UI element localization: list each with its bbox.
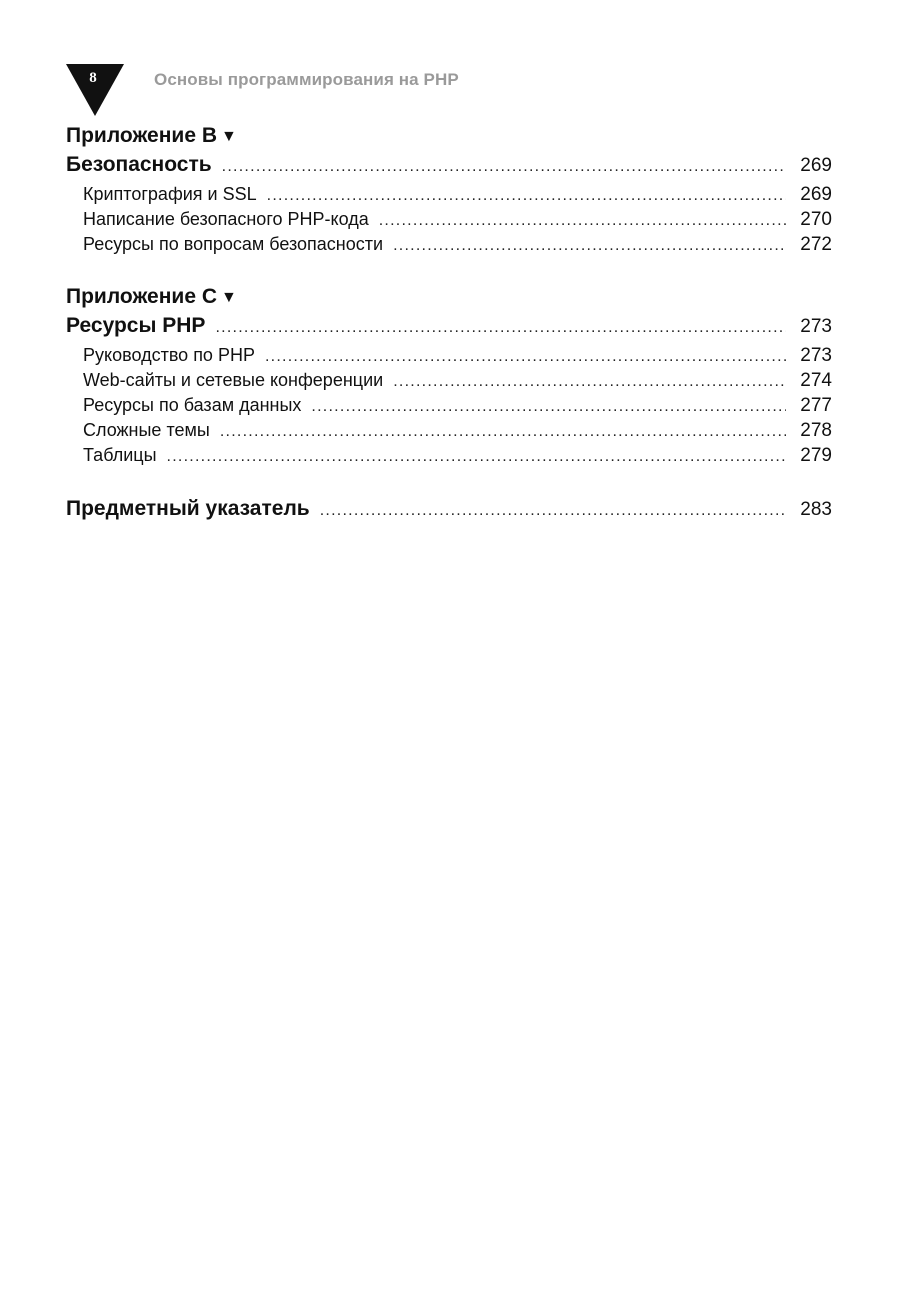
toc-page-number: 274 [800,370,832,391]
toc-chapter-title: Безопасность [66,153,212,176]
toc-page-number: 272 [800,234,832,255]
toc-sub-entry[interactable] [66,207,832,232]
page-number-marker [66,64,124,116]
toc-section-appendix-c [66,283,832,468]
appendix-label [66,122,832,150]
toc-sub-title: Руководство по PHP [83,345,255,365]
dot-leader [167,443,786,469]
toc-sub-title: Ресурсы по вопросам безопасности [83,234,384,254]
toc-page-number: 279 [800,445,832,466]
toc-sub-entry[interactable] [66,368,832,393]
toc-sub-title: Криптография и SSL [83,184,257,204]
toc-sub-title: Сложные темы [83,420,210,440]
toc-sub-title: Написание безопасного PHP-кода [83,209,369,229]
toc-page-number: 273 [800,345,832,366]
dot-leader [379,207,786,233]
page-number: 8 [89,70,97,86]
toc-sub-entry[interactable] [66,343,832,368]
toc-chapter-entry[interactable] [66,150,832,180]
dot-leader [220,418,786,444]
dot-leader [222,150,786,182]
dot-leader [265,343,786,369]
appendix-label [66,283,832,311]
dot-leader [393,368,786,394]
triangle-down-icon: ▼ [221,289,237,306]
toc-index-title: Предметный указатель [66,497,310,520]
toc-sub-title: Таблицы [83,445,157,465]
toc-section-appendix-b [66,122,832,257]
toc-page-number: 283 [800,499,832,520]
toc-sub-entry[interactable] [66,393,832,418]
toc-chapter-entry[interactable] [66,311,832,341]
toc-page-number: 269 [800,184,832,205]
toc-sub-title: Web-сайты и сетевые конференции [83,370,384,390]
toc-page-number: 270 [800,209,832,230]
toc-sub-entry[interactable] [66,418,832,443]
toc-page-number: 269 [800,155,832,176]
toc-sub-list [66,182,832,257]
toc-page-number: 277 [800,395,832,416]
page-header [66,64,826,116]
toc-sub-title: Ресурсы по базам данных [83,395,302,415]
dot-leader [393,232,786,258]
dot-leader [311,393,786,419]
toc-page-number: 278 [800,420,832,441]
toc-chapter-title: Ресурсы PHP [66,314,206,337]
toc-index-entry[interactable] [66,494,832,524]
dot-leader [215,311,786,343]
appendix-label-text: Приложение C [66,285,218,308]
toc-sub-entry[interactable] [66,182,832,207]
toc-sub-entry[interactable] [66,443,832,468]
toc-sub-list [66,343,832,468]
running-title: Основы программирования на PHP [154,70,459,89]
dot-leader [320,494,786,526]
toc-page-number: 273 [800,316,832,337]
table-of-contents [66,122,832,524]
toc-sub-entry[interactable] [66,232,832,257]
triangle-down-icon: ▼ [221,128,237,145]
appendix-label-text: Приложение B [66,124,218,147]
dot-leader [267,182,786,208]
